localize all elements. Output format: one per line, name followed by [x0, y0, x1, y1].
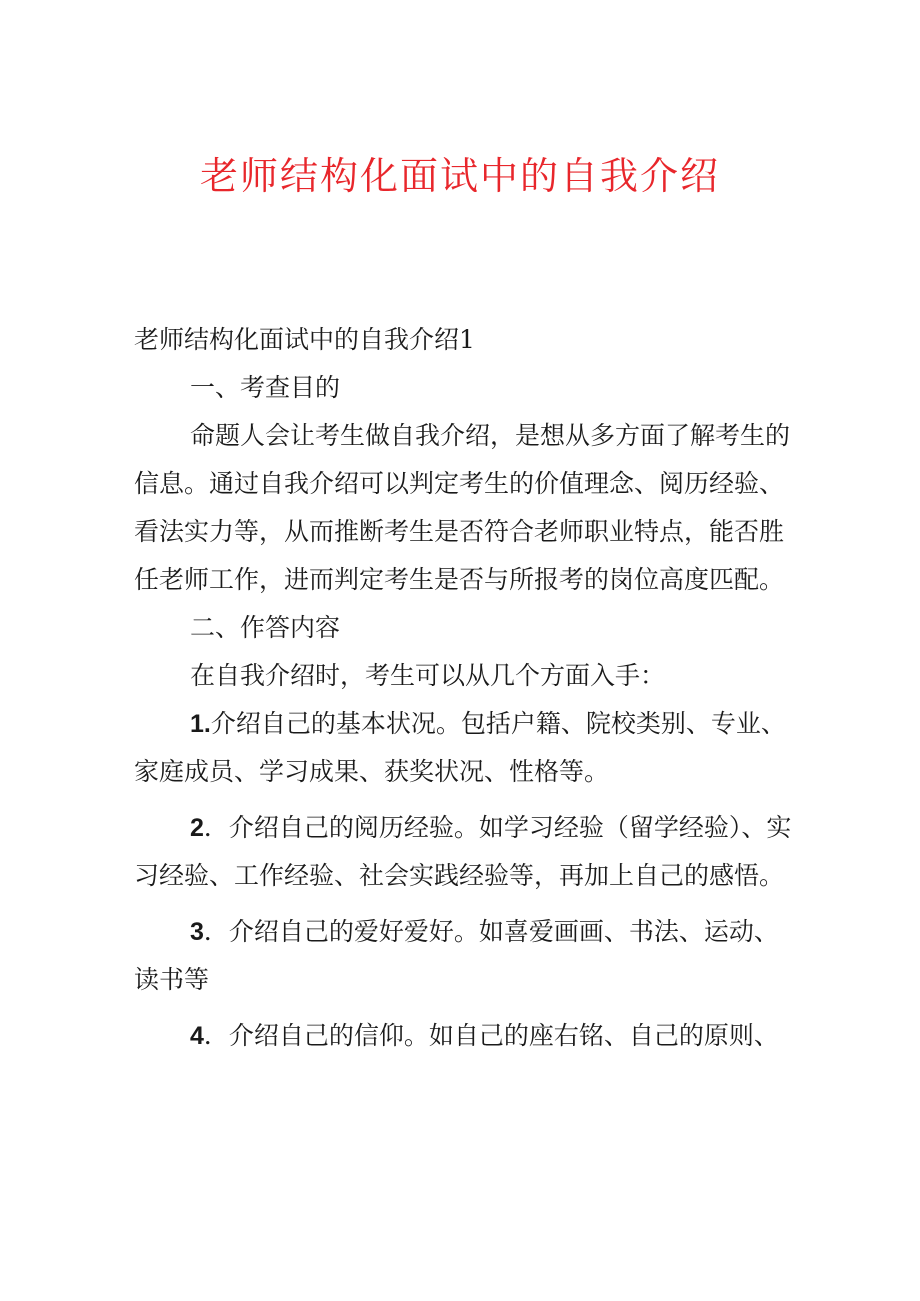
list-item-number: 1. — [190, 710, 211, 738]
section-heading-1: 一、考查目的 — [190, 373, 341, 402]
subtitle-text: 老师结构化面试中的自我介绍1 — [134, 325, 475, 354]
list-item-number: 3 — [190, 918, 204, 946]
list-item-4 — [134, 1012, 794, 1060]
section-paragraph-1: 命题人会让考生做自我介绍，是想从多方面了解考生的信息。通过自我介绍可以判定考生的价值理念、阅历经验、看法实力等，从而推断考生是否符合老师职业特点，能否胜任老师工作，进而判定考生是否与所报考的岗位高度匹配。 — [134, 421, 791, 594]
list-item-2 — [134, 804, 794, 900]
section-heading-2: 二、作答内容 — [190, 613, 341, 642]
list-item-3 — [134, 908, 794, 1004]
document-title: 老师结构化面试中的自我介绍 — [199, 154, 720, 198]
list-item-number: 2 — [190, 814, 204, 842]
list-item-text: ．介绍自己的爱好爱好。如喜爱画画、书法、运动、读书等 — [134, 917, 779, 994]
section-intro-2: 在自我介绍时，考生可以从几个方面入手： — [190, 661, 666, 690]
document-subtitle — [134, 316, 794, 364]
list-item-text: ．介绍自己的信仰。如自己的座右铭、自己的原则、 — [203, 1021, 779, 1050]
list-item-number: 4 — [190, 1022, 204, 1050]
list-item-text: ．介绍自己的阅历经验。如学习经验（留学经验）、实习经验、工作经验、社会实践经验等，再加上自己的感悟。 — [134, 813, 792, 890]
list-item-1 — [134, 700, 794, 796]
list-item-text: 介绍自己的基本状况。包括户籍、院校类别、专业、家庭成员、学习成果、获奖状况、性格等。 — [134, 709, 786, 786]
document-body — [134, 316, 794, 1060]
